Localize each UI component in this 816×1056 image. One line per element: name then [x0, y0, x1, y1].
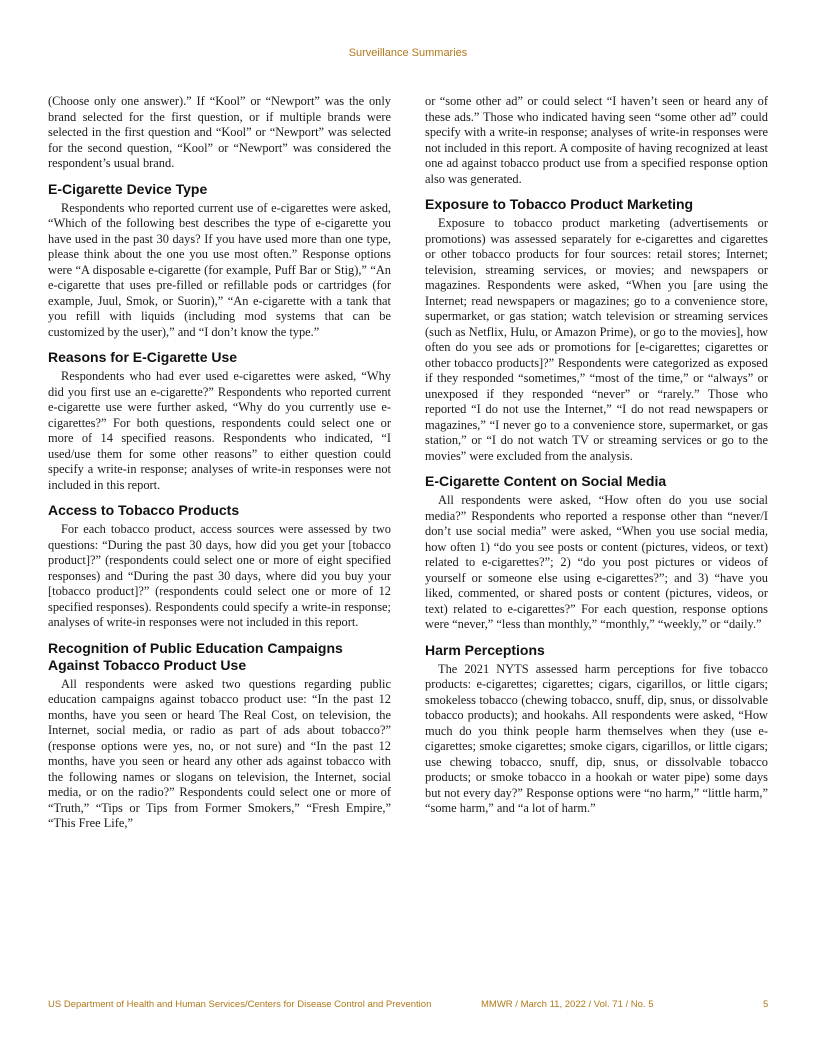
section-heading: Exposure to Tobacco Product Marketing: [425, 196, 694, 212]
section-heading: Harm Perceptions: [425, 641, 545, 658]
section-heading: E-Cigarette Content on Social Media: [425, 473, 667, 489]
paragraph: The 2021 NYTS assessed harm perceptions for five tobacco products: e-cigarettes; cigarettes; cigars, cigarillos, or little cigars; smokeless tobacco (chewing tobacco, snuff, dip, snus, or dissolvable tobacco products); and hookahs. All respondents were asked, “How much do you think people harm themselves when they (use e-cigarettes; smoke cigarettes; smoke cigars, cigarillos, or little cigars; use chewing tobacco, snuff, dip, snus, or dissolvable tobacco products; or smoke tobacco in a hookah or water pipe) some days but not every day?” Response options were “no harm,” “little harm,” “some harm,” and “a lot of harm.”: [425, 661, 768, 815]
paragraph: (Choose only one answer).” If “Kool” or “Newport” was the only brand selected for the first question, or if multiple brands were selected in the first question and “Kool” or “Newport” was selected for the second question, “Kool” or “Newport” was considered the respondent’s usual brand.: [48, 94, 391, 170]
section-heading: Recognition of Public Education Campaigns Against Tobacco Product Use: [48, 639, 343, 673]
footer-publisher: US Department of Health and Human Services/Centers for Disease Control and Prevention: [48, 999, 432, 1010]
right-column: [425, 94, 768, 817]
section-heading: Access to Tobacco Products: [48, 502, 240, 518]
running-head: Surveillance Summaries: [348, 47, 468, 59]
paragraph: Respondents who reported current use of e-cigarettes were asked, “Which of the following best describes the type of e-cigarette you have used in the past 30 days? If you have used more than one type, please think about the one you use most often.” Response options were “A disposable e-cigarette (for example, Puff Bar or Stig),” “An e-cigarette that uses pre-filled or refillable pods or cartridges (for example, Juul, Smok, or Suorin),” “An e-cigarette with a tank that you refill with liquids (including mod systems that can be customized by the user),” and “I don’t know the type.”: [48, 200, 391, 339]
footer-citation: MMWR / March 11, 2022 / Vol. 71 / No. 5: [481, 999, 654, 1010]
paragraph: Respondents who had ever used e-cigarettes were asked, “Why did you first use an e-cigarette?” Respondents who reported current e-cigarette use were further asked, “Why do you currently use e-cigarettes?” For both questions, respondents could select one or more of 14 specified reasons. Respondents who indicated, “I used/use them for some other reasons” to either question could specify a write-in response; analyses of write-in responses were not included in this report.: [48, 369, 391, 492]
paragraph: Exposure to tobacco product marketing (advertisements or promotions) was assessed separately for e-cigarettes and cigarettes or other tobacco products for four sources: retail stores; Internet; television, streaming services, or movies; and newspapers or magazines. Respondents were asked, “When you [are using the Internet; read newspapers or magazines; go to a convenience store, supermarket, or gas station; watch television or streaming services (such as Netflix, Hulu, or Amazon Prime), or go to the movies], how often do you see ads or promotions for [e-cigarettes; cigarettes or other tobacco products]?” Respondents were categorized as exposed if they responded “sometimes,” “most of the time,” or “always” or unexposed if they responded “never” or “rarely.” Those who reported “I do not use the Internet,” “I do not read newspapers or magazines,” “I never go to a convenience store, supermarket, or gas station,” or “I do not watch TV or streaming services or go to the movies” were excluded from the analysis.: [425, 216, 768, 463]
paragraph: All respondents were asked two questions regarding public education campaigns against tobacco product use: “In the past 12 months, have you seen or heard The Real Cost, on television, the Internet, social media, or radio as part of ads about tobacco?” (response options were yes, no, or not sure) and “In the past 12 months, have you seen or heard any other ads against tobacco with the following names or slogans on television, the Internet, social media, or on the radio?” Respondents could select one or more of “Truth,” “Tips or Tips from Former Smokers,” “Fresh Empire,” “This Free Life,”: [48, 676, 391, 830]
page-number: 5: [763, 999, 769, 1010]
paragraph: or “some other ad” or could select “I haven’t seen or heard any of these ads.” Those who indicated having seen “some other ad” could specify with a write-in response; analyses of write-in responses were not included in this report. A composite of having recognized at least one ad against tobacco product use from a specified response option also was generated.: [425, 94, 768, 186]
paragraph: For each tobacco product, access sources were assessed by two questions: “During the past 30 days, how did you get your [tobacco product]?” (respondents could select one or more of eight specified responses) and “During the past 30 days, where did you buy your [tobacco product]?” (respondents could select one or more of 12 specified responses). Respondents could specify a write-in response; analyses of write-in responses were not included in this report.: [48, 522, 391, 629]
left-column: [48, 94, 391, 832]
section-heading: E-Cigarette Device Type: [48, 180, 208, 197]
paragraph: All respondents were asked, “How often do you use social media?” Respondents who reported a response other than “never/I don’t use social media” were asked, “When you use social media, how often 1) “do you see posts or content (pictures, videos, or text) related to e-cigarettes?”; 2) “do you post pictures or videos of yourself or someone else using e-cigarettes?”; and 3) “have you liked, commented, or shared posts or content (pictures, videos, or text) related to e-cigarettes?” For each question, response options were “never,” “less than monthly,” “monthly,” “weekly,” or “daily.”: [425, 493, 768, 631]
section-heading: Reasons for E-Cigarette Use: [48, 349, 238, 365]
